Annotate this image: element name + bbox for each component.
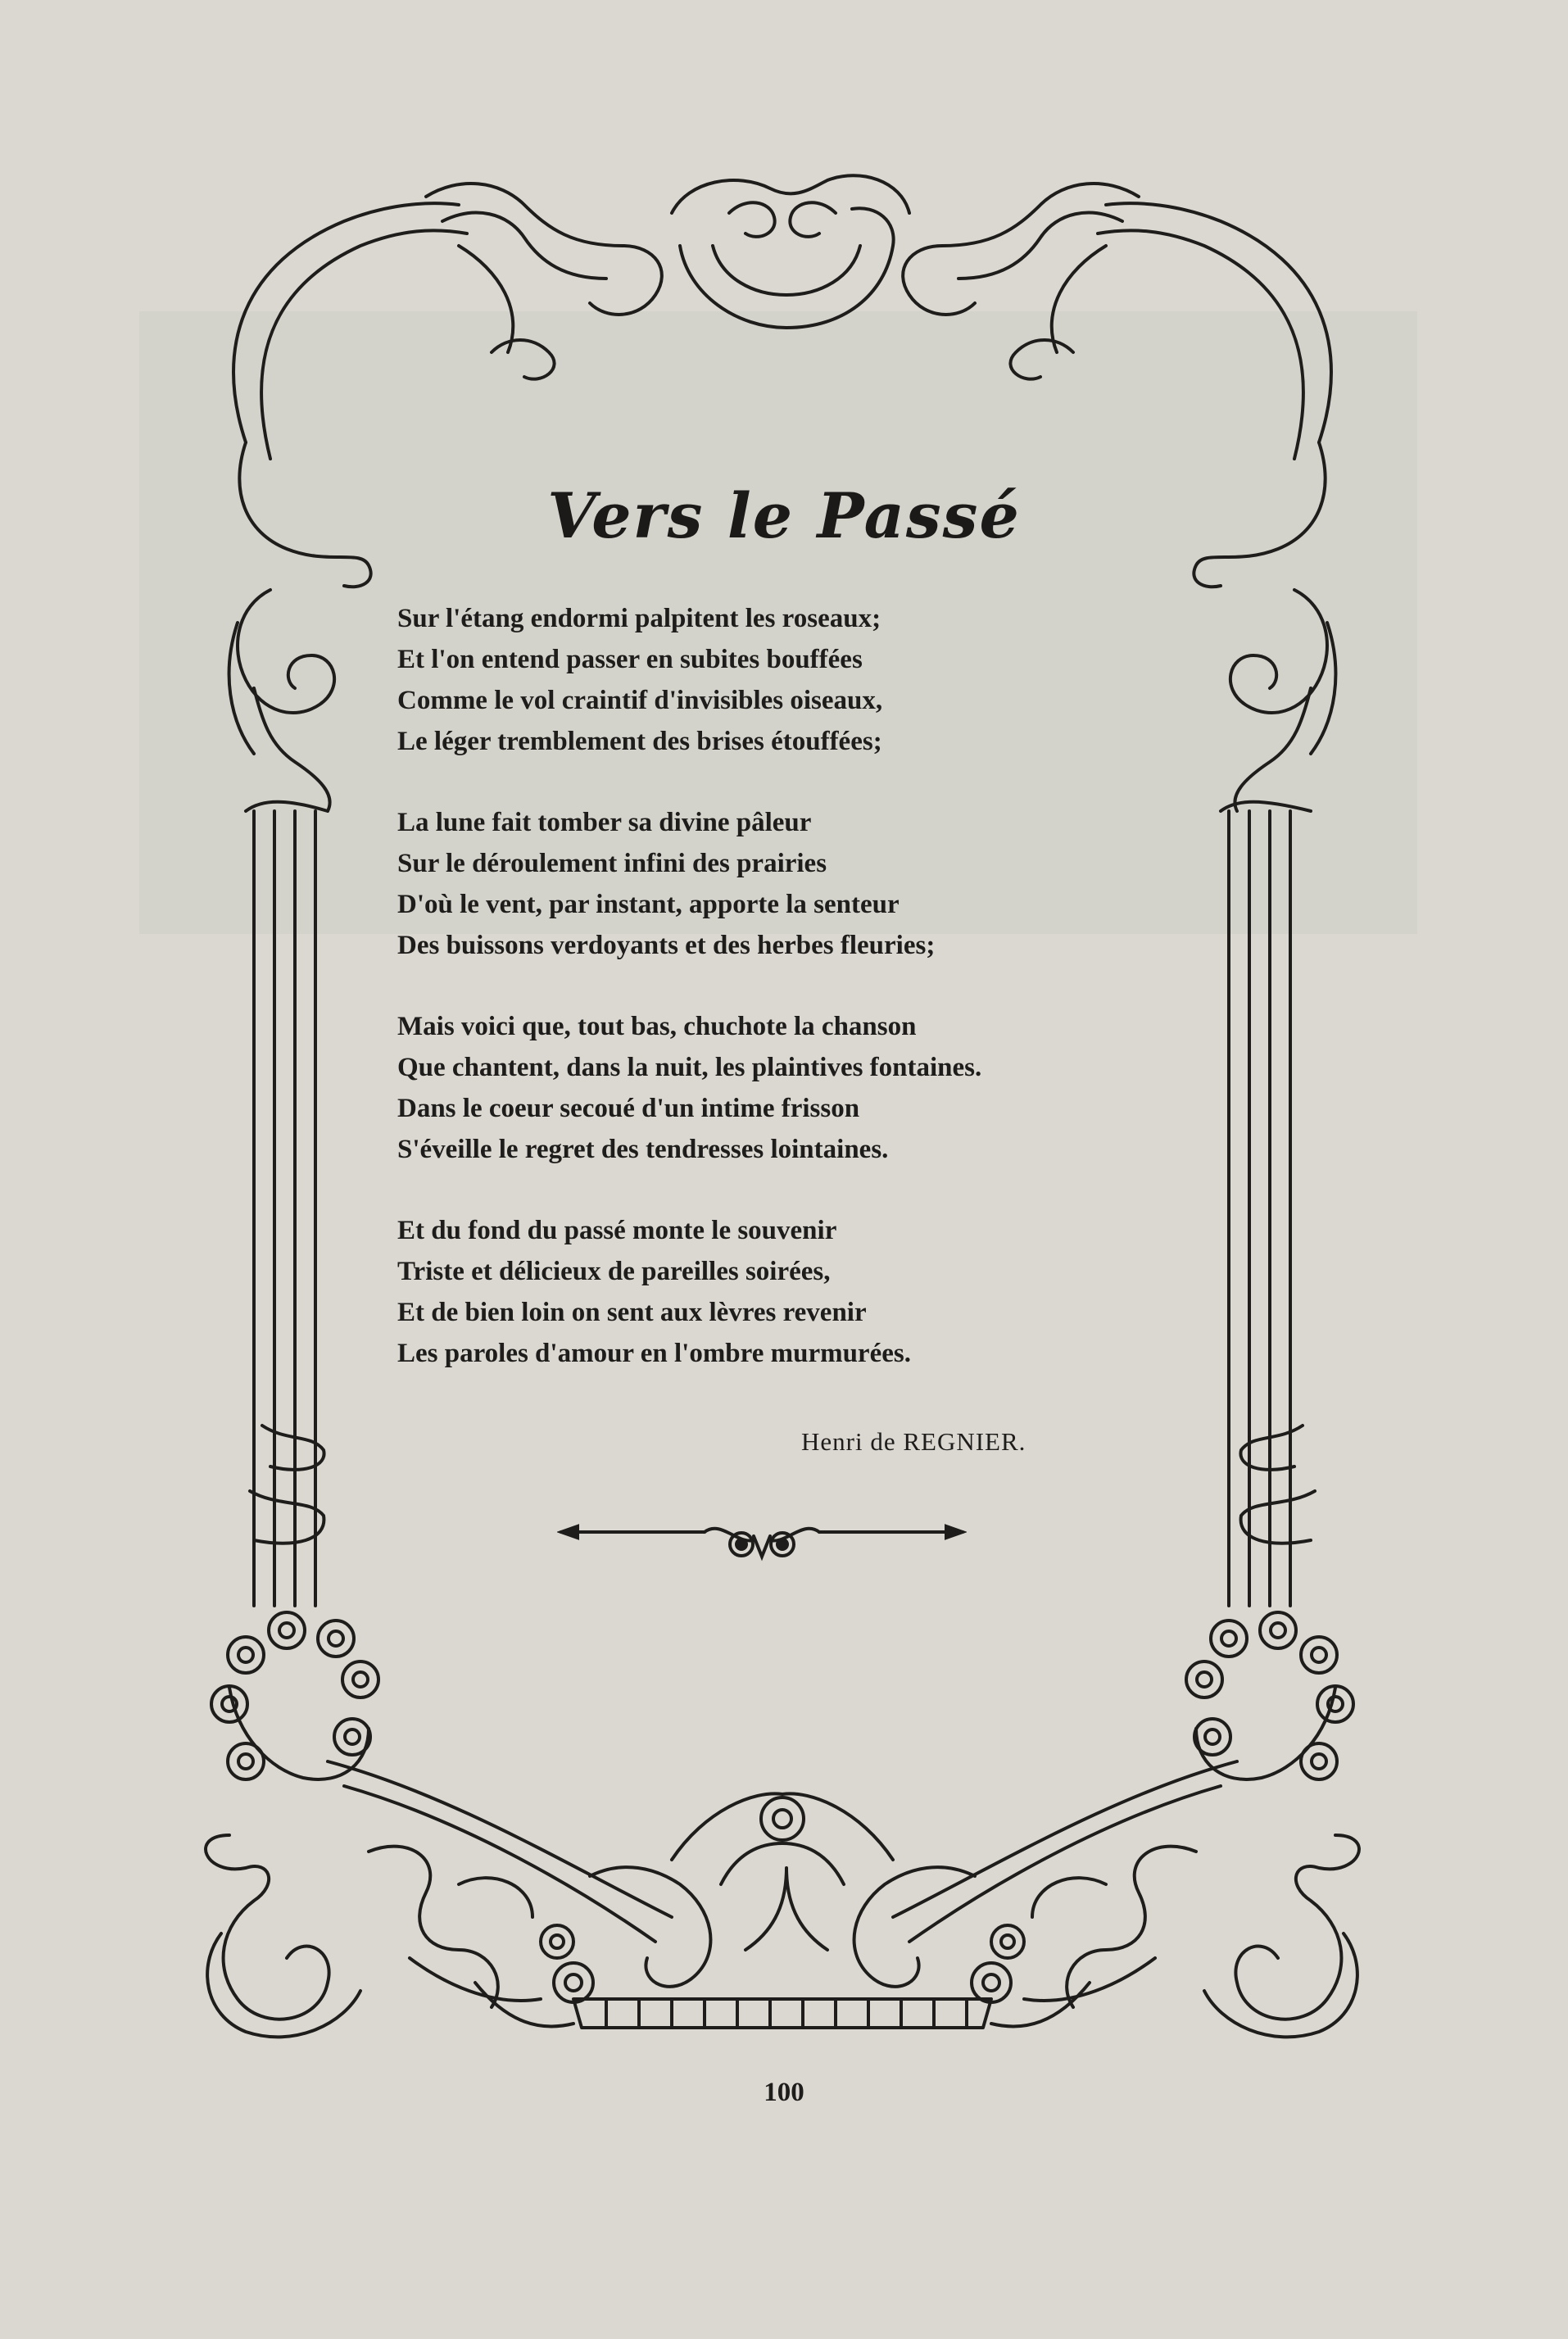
poem-line: Des buissons verdoyants et des herbes fleuries; bbox=[397, 931, 936, 960]
poem-line: La lune fait tomber sa divine pâleur bbox=[397, 808, 812, 837]
poem-line: Et l'on entend passer en subites bouffées bbox=[397, 645, 863, 674]
poem-line: Que chantent, dans la nuit, les plaintives fontaines. bbox=[397, 1053, 982, 1082]
poem-line: D'où le vent, par instant, apporte la senteur bbox=[397, 890, 900, 919]
stanza bbox=[397, 1210, 1184, 1374]
stanza bbox=[397, 802, 1184, 966]
poem-line: Mais voici que, tout bas, chuchote la chanson bbox=[397, 1012, 917, 1041]
author-signature: Henri de REGNIER. bbox=[801, 1427, 1026, 1456]
poem-line: Et de bien loin on sent aux lèvres revenir bbox=[397, 1298, 867, 1327]
page-number: 100 bbox=[764, 2078, 804, 2107]
poem-line: Sur l'étang endormi palpitent les roseaux; bbox=[397, 604, 881, 633]
poem-line: Comme le vol craintif d'invisibles oiseaux, bbox=[397, 686, 883, 715]
poem-line: Sur le déroulement infini des prairies bbox=[397, 849, 827, 878]
poem-line: Triste et délicieux de pareilles soirées, bbox=[397, 1257, 831, 1286]
poem-title: Vers le Passé bbox=[547, 479, 1021, 552]
poem-line: S'éveille le regret des tendresses lointaines. bbox=[397, 1135, 889, 1164]
stanza bbox=[397, 598, 1184, 762]
fleuron-divider-icon bbox=[557, 1512, 967, 1569]
poem-line: Le léger tremblement des brises étouffées; bbox=[397, 727, 882, 756]
poem-line: Les paroles d'amour en l'ombre murmurées. bbox=[397, 1339, 911, 1368]
poem-body bbox=[397, 598, 1184, 1414]
poem-line: Dans le coeur secoué d'un intime frisson bbox=[397, 1094, 860, 1123]
stanza bbox=[397, 1006, 1184, 1170]
poem-line: Et du fond du passé monte le souvenir bbox=[397, 1216, 837, 1245]
